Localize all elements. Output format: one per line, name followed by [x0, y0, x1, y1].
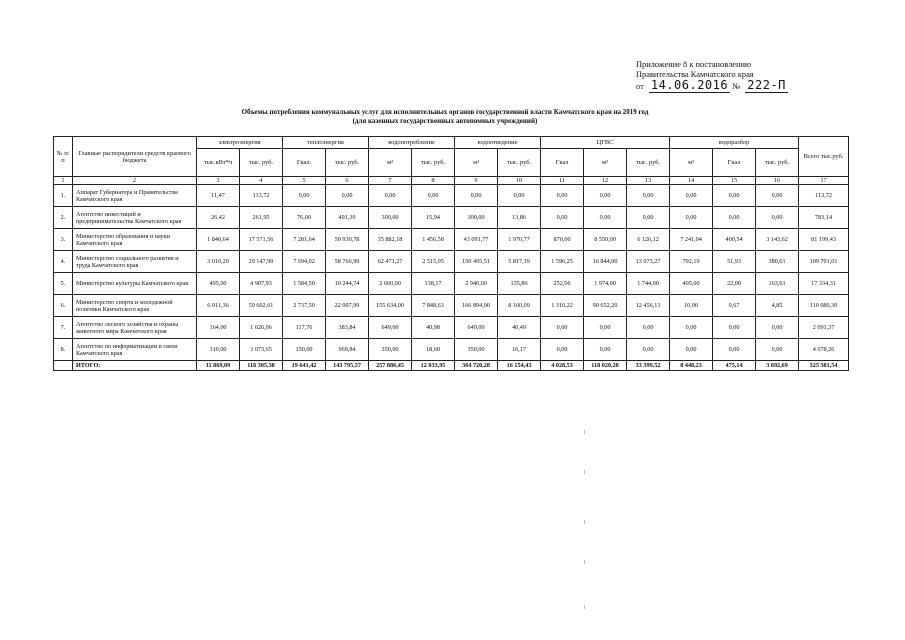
row-value: 0,00 [756, 339, 799, 361]
row-value: 0,00 [670, 207, 713, 229]
row-value: 43 091,77 [455, 229, 498, 251]
row-value: 0,00 [756, 317, 799, 339]
row-value: 2 940,00 [455, 273, 498, 295]
document-title [210, 108, 680, 125]
appendix-note [636, 60, 886, 92]
total-label: ИТОГО: [73, 361, 197, 371]
row-number: 7. [54, 317, 73, 339]
row-value: 12 456,13 [627, 295, 670, 317]
row-value: 7 848,63 [412, 295, 455, 317]
row-value: 0,00 [541, 185, 584, 207]
row-value: 380,61 [756, 251, 799, 273]
row-value: 0,00 [627, 317, 670, 339]
row-value: 252,06 [541, 273, 584, 295]
header-column-number: 12 [584, 177, 627, 185]
row-value: 400,54 [713, 229, 756, 251]
row-value: 0,00 [455, 185, 498, 207]
row-value: 405,00 [670, 273, 713, 295]
row-value: 1 584,50 [283, 273, 326, 295]
header-column-number: 5 [283, 177, 326, 185]
header-unit: тыс. руб. [498, 149, 541, 177]
row-value: 155 634,00 [369, 295, 412, 317]
row-value: 22,00 [713, 273, 756, 295]
total-value: 16 154,43 [498, 361, 541, 371]
row-value: 2 091,37 [799, 317, 849, 339]
row-value: 22 007,99 [326, 295, 369, 317]
row-value: 0,00 [369, 185, 412, 207]
row-name: Министерство спорта и молодежной политики Камчатского края [73, 295, 197, 317]
row-value: 1 840,64 [197, 229, 240, 251]
header-unit: Гкал [541, 149, 584, 177]
appendix-line-3 [636, 80, 886, 92]
total-value: 143 795,57 [326, 361, 369, 371]
row-name: Министерство образования и науки Камчатского края [73, 229, 197, 251]
row-value: 0,00 [541, 207, 584, 229]
row-value: 166 894,00 [455, 295, 498, 317]
row-value: 0,00 [670, 317, 713, 339]
header-water-supply: водопотребление [369, 137, 455, 149]
total-value: 364 720,28 [455, 361, 498, 371]
row-name: Агентство по информатизации и связи Камчатского края [73, 339, 197, 361]
row-value: 0,00 [584, 339, 627, 361]
header-unit: тыс. руб. [240, 149, 283, 177]
row-number: 1. [54, 185, 73, 207]
header-unit: м³ [455, 149, 498, 177]
row-number: 6. [54, 295, 73, 317]
header-column-number: 2 [73, 177, 197, 185]
header-group-row [54, 137, 849, 149]
row-value: 90 652,20 [584, 295, 627, 317]
row-value: 350,00 [455, 339, 498, 361]
row-value: 649,00 [369, 317, 412, 339]
row-value: 81 199,43 [799, 229, 849, 251]
row-value: 0,67 [713, 295, 756, 317]
table-row [54, 229, 849, 251]
row-value: 1 626,06 [240, 317, 283, 339]
header-unit: м³ [369, 149, 412, 177]
row-value: 10,00 [670, 295, 713, 317]
header-unit: тыс. руб. [756, 149, 799, 177]
header-column-number: 10 [498, 177, 541, 185]
row-value: 491,39 [326, 207, 369, 229]
row-number: 4. [54, 251, 73, 273]
row-value: 0,00 [541, 317, 584, 339]
row-number: 5. [54, 273, 73, 295]
total-value: 4 028,53 [541, 361, 584, 371]
row-value: 792,19 [670, 251, 713, 273]
total-value: 12 033,95 [412, 361, 455, 371]
row-value: 62 471,27 [369, 251, 412, 273]
header-unit: тыс. руб. [627, 149, 670, 177]
title-line-2: (для казенных государственных автономных учреждений) [352, 116, 538, 125]
row-value: 1 974,00 [584, 273, 627, 295]
header-column-number: 7 [369, 177, 412, 185]
row-value: 58 766,99 [326, 251, 369, 273]
header-electricity: электроэнергия [197, 137, 283, 149]
table-row [54, 251, 849, 273]
row-value: 8 550,00 [584, 229, 627, 251]
total-value: 3 692,69 [756, 361, 799, 371]
total-blank-cell [54, 361, 73, 371]
row-value: 2 600,00 [369, 273, 412, 295]
row-value: 16,17 [498, 339, 541, 361]
row-value: 300,00 [369, 207, 412, 229]
row-value: 0,00 [584, 207, 627, 229]
row-value: 1 970,77 [498, 229, 541, 251]
row-value: 10 244,74 [326, 273, 369, 295]
total-value: 19 641,42 [283, 361, 326, 371]
row-value: 26,42 [197, 207, 240, 229]
row-value: 29 147,90 [240, 251, 283, 273]
row-value: 7 281,64 [283, 229, 326, 251]
table-row [54, 317, 849, 339]
scan-mark [584, 470, 585, 474]
row-value: 0,00 [713, 339, 756, 361]
row-value: 6 011,36 [197, 295, 240, 317]
total-value: 118 020,20 [584, 361, 627, 371]
row-name: Агентство лесного хозяйства и охраны животного мира Камчатского края [73, 317, 197, 339]
row-number: 2. [54, 207, 73, 229]
row-value: 150,00 [283, 339, 326, 361]
row-value: 495,00 [197, 273, 240, 295]
row-number: 3. [54, 229, 73, 251]
header-unit: Гкал [713, 149, 756, 177]
table-row [54, 295, 849, 317]
row-value: 17 334,31 [799, 273, 849, 295]
row-value: 0,00 [498, 185, 541, 207]
appendix-line-2: Правительства Камчатского края [636, 70, 754, 79]
row-value: 310,00 [197, 339, 240, 361]
header-water-draw: водоразбор [670, 137, 799, 149]
appendix-date: 14.06.2016 [650, 78, 729, 92]
header-num: № п/п [54, 137, 73, 177]
row-value: 150 495,51 [455, 251, 498, 273]
header-column-number: 8 [412, 177, 455, 185]
row-value: 969,84 [326, 339, 369, 361]
row-value: 0,00 [627, 339, 670, 361]
row-value: 13,86 [498, 207, 541, 229]
total-value: 257 886,45 [369, 361, 412, 371]
row-value: 3 143,62 [756, 229, 799, 251]
header-unit: тыс. руб. [326, 149, 369, 177]
header-column-number: 16 [756, 177, 799, 185]
header-unit: тыс. руб. [412, 149, 455, 177]
total-value: 116 305,38 [240, 361, 283, 371]
scan-mark [584, 560, 585, 564]
row-value: 11,47 [197, 185, 240, 207]
header-heat: теплоэнергия [283, 137, 369, 149]
row-value: 0,00 [670, 185, 713, 207]
row-name: Аппарат Губернатора и Правительства Камчатского края [73, 185, 197, 207]
header-unit: Гкал. [283, 149, 326, 177]
row-value: 0,00 [670, 339, 713, 361]
row-value: 7 694,02 [283, 251, 326, 273]
row-value: 0,00 [713, 185, 756, 207]
row-value: 0,00 [756, 207, 799, 229]
row-value: 135,86 [498, 273, 541, 295]
row-value: 2 737,50 [283, 295, 326, 317]
total-value: 475,14 [713, 361, 756, 371]
row-value: 783,14 [799, 207, 849, 229]
header-column-number: 4 [240, 177, 283, 185]
row-value: 4,85 [756, 295, 799, 317]
row-value: 164,00 [197, 317, 240, 339]
header-column-number: 9 [455, 177, 498, 185]
row-value: 35 882,18 [369, 229, 412, 251]
row-value: 117,76 [283, 317, 326, 339]
row-value: 18,60 [412, 339, 455, 361]
header-unit: м³ [670, 149, 713, 177]
table-row [54, 207, 849, 229]
row-value: 40,98 [412, 317, 455, 339]
row-value: 350,00 [369, 339, 412, 361]
header-number-row [54, 177, 849, 185]
header-name: Главные распорядители средств краевого бюджета [73, 137, 197, 177]
row-value: 76,00 [283, 207, 326, 229]
table-body [54, 185, 849, 371]
row-value: 2 515,05 [412, 251, 455, 273]
row-value: 8 160,09 [498, 295, 541, 317]
row-value: 3 073,65 [240, 339, 283, 361]
row-value: 261,95 [240, 207, 283, 229]
header-column-number: 13 [627, 177, 670, 185]
scan-mark [584, 430, 585, 434]
row-name: Министерство культуры Камчатского края [73, 273, 197, 295]
row-value: 4 078,26 [799, 339, 849, 361]
appendix-prefix: от [636, 82, 644, 91]
title-line-1: Объемы потребления коммунальных услуг для исполнительных органов государственной власти Камчатского края на 2019 год [241, 108, 649, 116]
row-value: 110 080,30 [799, 295, 849, 317]
row-value: 5 817,19 [498, 251, 541, 273]
header-column-number: 1 [54, 177, 73, 185]
total-row [54, 361, 849, 371]
row-value: 138,17 [412, 273, 455, 295]
row-value: 59 602,61 [240, 295, 283, 317]
row-value: 6 126,12 [627, 229, 670, 251]
table-header [54, 137, 849, 185]
row-value: 0,00 [326, 185, 369, 207]
appendix-line-1: Приложение 8 к постановлению [636, 60, 752, 69]
row-value: 300,00 [455, 207, 498, 229]
row-value: 0,00 [541, 339, 584, 361]
row-value: 13 073,27 [627, 251, 670, 273]
header-column-number: 6 [326, 177, 369, 185]
table-row [54, 339, 849, 361]
total-value: 33 399,52 [627, 361, 670, 371]
row-value: 383,84 [326, 317, 369, 339]
header-column-number: 3 [197, 177, 240, 185]
row-value: 1 310,22 [541, 295, 584, 317]
table-row [54, 185, 849, 207]
row-value: 40,49 [498, 317, 541, 339]
row-value: 109 701,01 [799, 251, 849, 273]
row-value: 17 571,56 [240, 229, 283, 251]
row-value: 16 844,00 [584, 251, 627, 273]
row-value: 0,00 [756, 185, 799, 207]
row-value: 1 596,25 [541, 251, 584, 273]
header-column-number: 11 [541, 177, 584, 185]
row-value: 113,72 [240, 185, 283, 207]
row-value: 3 010,20 [197, 251, 240, 273]
row-value: 0,00 [584, 317, 627, 339]
row-value: 0,00 [412, 185, 455, 207]
row-value: 0,00 [627, 207, 670, 229]
row-value: 0,00 [627, 185, 670, 207]
scan-mark [584, 520, 585, 524]
table-row [54, 273, 849, 295]
header-column-number: 15 [713, 177, 756, 185]
consumption-table [53, 136, 849, 371]
row-value: 0,00 [584, 185, 627, 207]
row-value: 15,94 [412, 207, 455, 229]
header-unit: м³ [584, 149, 627, 177]
row-value: 649,00 [455, 317, 498, 339]
row-value: 113,72 [799, 185, 849, 207]
row-value: 50 930,78 [326, 229, 369, 251]
row-value: 7 241,04 [670, 229, 713, 251]
row-value: 0,00 [283, 185, 326, 207]
row-name: Министерство социального развития и труда Камчатского края [73, 251, 197, 273]
total-value: 11 869,09 [197, 361, 240, 371]
total-value: 325 381,54 [799, 361, 849, 371]
row-value: 51,93 [713, 251, 756, 273]
row-value: 0,00 [713, 317, 756, 339]
appendix-number-sign: № [732, 82, 741, 91]
header-total: Всего тыс.руб. [799, 137, 849, 177]
row-value: 1 456,58 [412, 229, 455, 251]
row-number: 8. [54, 339, 73, 361]
row-value: 163,61 [756, 273, 799, 295]
header-water-disposal: водоотведение [455, 137, 541, 149]
header-dhw: ЦГВС [541, 137, 670, 149]
row-value: 0,00 [713, 207, 756, 229]
row-value: 4 907,93 [240, 273, 283, 295]
header-unit: тыс.кВт*ч [197, 149, 240, 177]
row-value: 870,00 [541, 229, 584, 251]
header-column-number: 17 [799, 177, 849, 185]
appendix-number: 222-П [747, 78, 786, 92]
row-value: 1 744,00 [627, 273, 670, 295]
total-value: 8 448,23 [670, 361, 713, 371]
header-column-number: 14 [670, 177, 713, 185]
scan-mark [584, 605, 585, 609]
row-name: Агентство инвестиций и предпринимательства Камчатского края [73, 207, 197, 229]
